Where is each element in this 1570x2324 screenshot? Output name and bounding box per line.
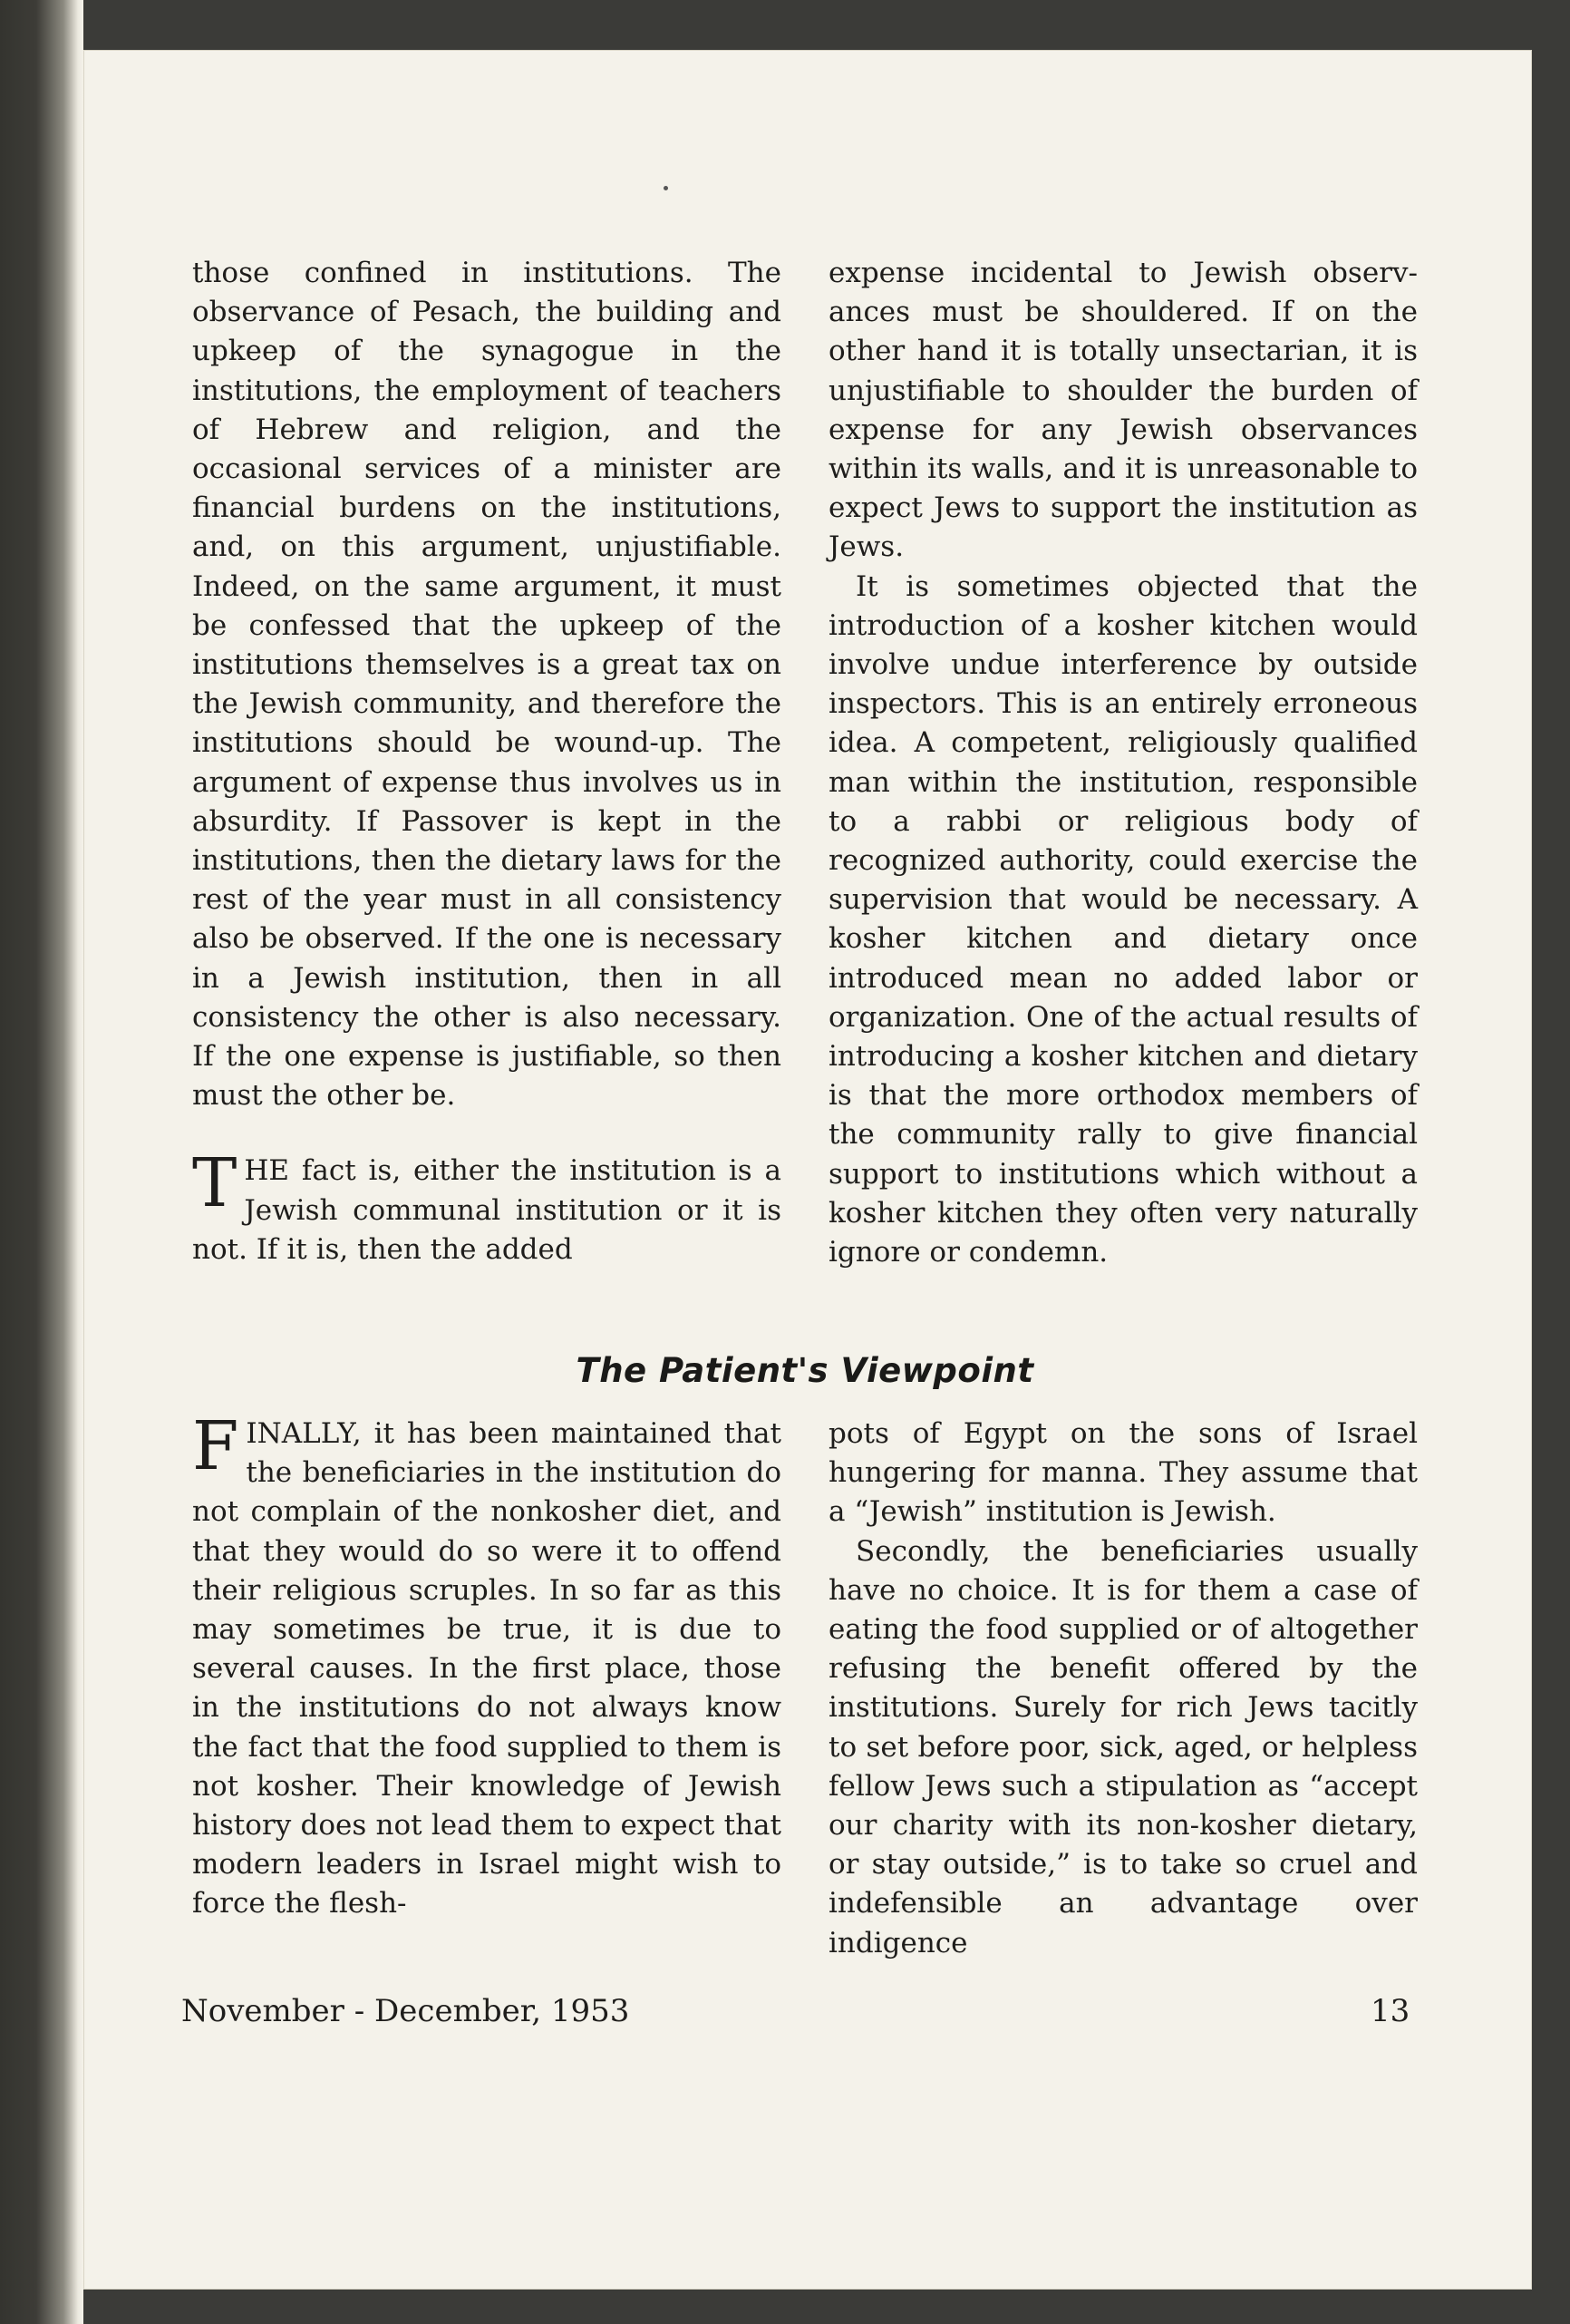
body-paragraph: expense incidental to Jewish observances must be shouldered. If on the other hand it is totally unsectarian, it is unjustifiable to shoulder the burden of expense for any Jewish observances within its walls, and it is unreasonable to expect Jews to support the institution as Jews. [829, 257, 1418, 564]
left-column-top [192, 254, 781, 1269]
body-paragraph: It is sometimes objected that the introduction of a kosher kitchen would involve undue interference by outside inspectors. This is an entirely erroneous idea. A competent, religiously qualified man within the institution, responsible to a rabbi or religious body of recognized authority, could exercise the supervision that would be necessary. A kosher kitchen and dietary once introduced mean no added labor or organization. One of the actual results of introducing a kosher kitchen and dietary is that the more orthodox members of the community rally to give financial support to institutions which without a kosher kitchen they often very naturally ignore or condemn. [829, 569, 1418, 1269]
body-paragraph: pots of Egypt on the sons of Israel hungering for manna. They assume that a “Jewish” institution is Jewish. [829, 1417, 1418, 1529]
drop-cap: T [192, 1144, 237, 1223]
page-number: 13 [1371, 1993, 1410, 2029]
right-column-bottom [829, 1415, 1418, 1963]
body-paragraph: Secondly, the beneficiaries usually have no choice. It is for them a case of eating the food supplied or of altogether refusing the benefit offered by the institutions. Surely for rich Jews tacitly to set before poor, sick, aged, or helpless fellow Jews such a stipulation as “accept our charity with its non-kosher dietary, or stay outside,” is to take so cruel and indefensible an advantage over indigence [829, 1534, 1418, 1959]
left-column-bottom [192, 1407, 781, 1924]
paragraph-text: INALLY, it has been maintained that the beneficiaries in the institution do not complain of the nonkosher diet, and that they would do so were it to offend their religious scruples. In so far as this may sometimes be true, it is due to several causes. In the first place, those in the institutions do not always know the fact that the food supplied to them is not kosher. Their knowledge of Jewish history does not lead them to expect that modern leaders in Israel might wish to force the flesh- [192, 1417, 781, 1920]
issue-date: November - December, 1953 [181, 1993, 630, 2029]
section-heading: The Patient's Viewpoint [576, 1351, 1034, 1390]
body-paragraph: those confined in institutions. The observance of Pesach, the building and upkeep of the synagogue in the institutions, the employment of teachers of Hebrew and religion, and the occasional services of a minister are financial burdens on the institutions, and, on this argument, unjustifiable. Indeed, on the same argument, it must be confessed that the upkeep of the institutions themselves is a great tax on the Jewish community, and therefore the institutions should be wound-up. The argument of expense thus involves us in absurdity. If Passover is kept in the institutions, then the dietary laws for the rest of the year must in all consistency also be observed. If the one is necessary in a Jewish institution, then in all consistency the other is also necessary. If the one expense is justifiable, so then must the other be. [192, 257, 781, 1113]
body-paragraph-dropcap [192, 1407, 781, 1924]
binding-edge [0, 0, 83, 2324]
right-column-top [829, 254, 1418, 1272]
speck [664, 186, 668, 190]
body-paragraph-dropcap [192, 1144, 781, 1269]
paragraph-text: HE fact is, either the institution is a Jewish communal institution or it is not. If it is, then the added [192, 1154, 781, 1266]
drop-cap: F [192, 1407, 239, 1485]
